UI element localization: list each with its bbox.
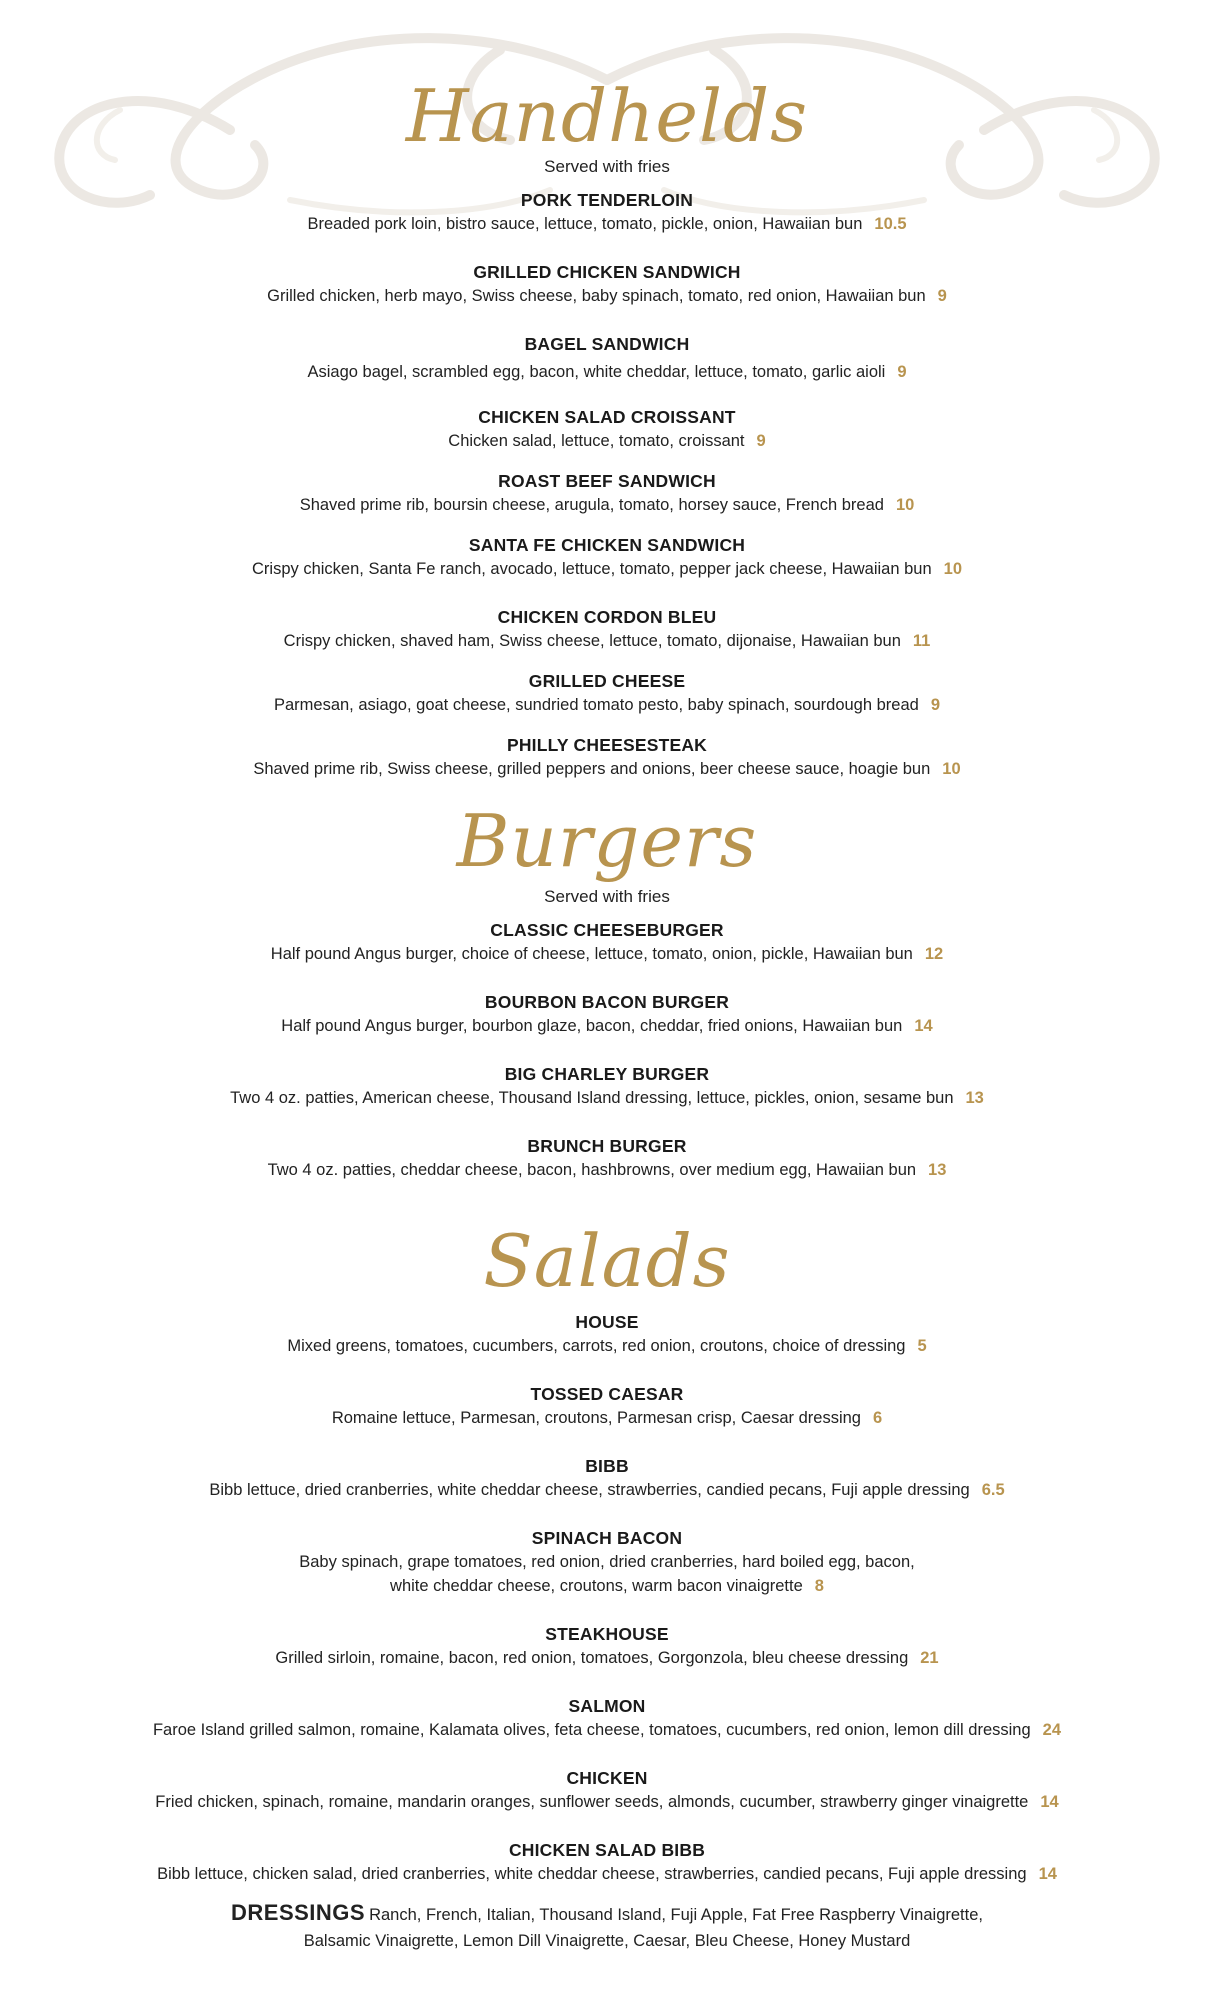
item-name: CHICKEN	[566, 1768, 648, 1788]
item-price: 14	[1040, 1793, 1059, 1811]
menu-item	[0, 332, 1214, 384]
section-subtitle-burgers: Served with fries	[544, 887, 670, 906]
item-name: CLASSIC CHEESEBURGER	[490, 920, 724, 940]
dressings-list-line1: Ranch, French, Italian, Thousand Island, Fuji Apple, Fat Free Raspberry Vinaigrette,	[369, 1906, 983, 1924]
item-description: Shaved prime rib, boursin cheese, arugula, tomato, horsey sauce, French bread	[299, 496, 884, 514]
item-name: HOUSE	[575, 1312, 639, 1332]
menu-item	[0, 1134, 1214, 1182]
item-price: 10	[943, 560, 962, 578]
menu-item	[0, 1622, 1214, 1670]
item-description: Two 4 oz. patties, cheddar cheese, bacon, hashbrowns, over medium egg, Hawaiian bun	[267, 1161, 917, 1179]
menu-item	[0, 918, 1214, 966]
item-description: Half pound Angus burger, bourbon glaze, bacon, cheddar, fried onions, Hawaiian bun	[281, 1017, 903, 1035]
item-price: 24	[1042, 1721, 1062, 1739]
menu-item	[0, 1382, 1214, 1430]
item-name: PORK TENDERLOIN	[520, 190, 694, 210]
item-name: GRILLED CHICKEN SANDWICH	[473, 262, 741, 282]
item-price: 5	[917, 1337, 927, 1355]
item-name: SANTA FE CHICKEN SANDWICH	[468, 535, 746, 555]
item-price: 8	[814, 1577, 824, 1595]
item-price: 10.5	[874, 215, 907, 233]
menu-item	[0, 1454, 1214, 1502]
item-price: 6	[872, 1409, 883, 1427]
menu-item	[0, 1694, 1214, 1742]
item-description: Romaine lettuce, Parmesan, croutons, Parmesan crisp, Caesar dressing	[331, 1409, 861, 1427]
item-description: Parmesan, asiago, goat cheese, sundried tomato pesto, baby spinach, sourdough bread	[273, 696, 919, 714]
item-description: Faroe Island grilled salmon, romaine, Kalamata olives, feta cheese, tomatoes, cucumbers, red onion, lemon dill dressing	[152, 1721, 1031, 1739]
menu-item	[0, 1062, 1214, 1110]
item-description: Grilled sirloin, romaine, bacon, red onion, tomatoes, Gorgonzola, bleu cheese dressing	[275, 1649, 909, 1667]
item-price: 11	[912, 632, 931, 650]
item-name: BAGEL SANDWICH	[524, 334, 690, 354]
item-description: Two 4 oz. patties, American cheese, Thousand Island dressing, lettuce, pickles, onion, sesame bun	[230, 1089, 954, 1107]
item-description: Shaved prime rib, Swiss cheese, grilled peppers and onions, beer cheese sauce, hoagie bun	[253, 760, 931, 778]
item-description: Breaded pork loin, bistro sauce, lettuce, tomato, pickle, onion, Hawaiian bun	[307, 215, 863, 233]
menu-item	[0, 1526, 1214, 1598]
item-description: Asiago bagel, scrambled egg, bacon, white cheddar, lettuce, tomato, garlic aioli	[307, 363, 886, 381]
item-price: 14	[1038, 1865, 1057, 1883]
dressings-block	[0, 1900, 1214, 1954]
item-name: BOURBON BACON BURGER	[484, 992, 730, 1012]
item-description: Bibb lettuce, dried cranberries, white cheddar cheese, strawberries, candied pecans, Fuji apple dressing	[209, 1481, 970, 1499]
item-price: 14	[914, 1017, 933, 1035]
item-description: Half pound Angus burger, choice of cheese, lettuce, tomato, onion, pickle, Hawaiian bun	[270, 945, 913, 963]
item-name: ROAST BEEF SANDWICH	[498, 471, 716, 491]
item-price: 9	[930, 696, 941, 714]
item-description: Bibb lettuce, chicken salad, dried cranberries, white cheddar cheese, strawberries, candied pecans, Fuji apple dressing	[157, 1865, 1027, 1883]
item-name: PHILLY CHEESESTEAK	[506, 735, 708, 755]
item-price: 9	[937, 287, 947, 305]
item-name: BIBB	[585, 1456, 629, 1476]
item-description: Fried chicken, spinach, romaine, mandarin oranges, sunflower seeds, almonds, cucumber, strawberry ginger vinaigrette	[155, 1793, 1029, 1811]
item-description: Grilled chicken, herb mayo, Swiss cheese, baby spinach, tomato, red onion, Hawaiian bun	[267, 287, 926, 305]
item-description: Crispy chicken, Santa Fe ranch, avocado, lettuce, tomato, pepper jack cheese, Hawaiian bun	[252, 560, 932, 578]
menu-item	[0, 260, 1214, 308]
menu-item	[0, 1838, 1214, 1886]
menu-item	[0, 1766, 1214, 1814]
menu-item	[0, 533, 1214, 581]
item-name: CHICKEN SALAD BIBB	[508, 1840, 706, 1860]
menu-item	[0, 1310, 1214, 1358]
item-price: 13	[965, 1089, 984, 1107]
item-description: Mixed greens, tomatoes, cucumbers, carrots, red onion, croutons, choice of dressing	[287, 1337, 906, 1355]
menu-item	[0, 469, 1214, 517]
item-name: BRUNCH BURGER	[527, 1136, 687, 1156]
item-price: 12	[924, 945, 944, 963]
item-description: Crispy chicken, shaved ham, Swiss cheese, lettuce, tomato, dijonaise, Hawaiian bun	[283, 632, 901, 650]
item-price: 9	[756, 432, 766, 450]
item-description: Chicken salad, lettuce, tomato, croissant	[448, 432, 745, 450]
item-price: 13	[928, 1161, 947, 1179]
item-name: TOSSED CAESAR	[530, 1384, 684, 1404]
menu-item	[0, 990, 1214, 1038]
dressings-label: DRESSINGS	[231, 1900, 366, 1925]
item-name: CHICKEN SALAD CROISSANT	[478, 407, 736, 427]
item-price: 10	[895, 496, 915, 514]
item-name: GRILLED CHEESE	[528, 671, 686, 691]
item-name: CHICKEN CORDON BLEU	[497, 607, 717, 627]
item-description: Baby spinach, grape tomatoes, red onion, dried cranberries, hard boiled egg, bacon,	[299, 1553, 915, 1571]
item-price: 10	[942, 760, 961, 778]
item-price: 6.5	[981, 1481, 1005, 1499]
menu-item	[0, 188, 1214, 236]
item-name: SPINACH BACON	[531, 1528, 683, 1548]
section-title-handhelds: Handhelds	[405, 74, 809, 158]
item-name: SALMON	[568, 1696, 646, 1716]
item-price: 9	[897, 363, 907, 381]
section-subtitle-handhelds: Served with fries	[544, 157, 670, 176]
item-price: 21	[920, 1649, 939, 1667]
menu-item	[0, 405, 1214, 453]
menu-item	[0, 605, 1214, 653]
menu-item	[0, 733, 1214, 781]
item-name: STEAKHOUSE	[545, 1624, 669, 1644]
section-title-burgers: Burgers	[456, 799, 758, 883]
section-title-salads: Salads	[483, 1219, 731, 1303]
dressings-list-line2: Balsamic Vinaigrette, Lemon Dill Vinaigrette, Caesar, Bleu Cheese, Honey Mustard	[303, 1932, 911, 1950]
item-description-line2: white cheddar cheese, croutons, warm bacon vinaigrette	[390, 1577, 803, 1595]
menu-item	[0, 669, 1214, 717]
item-name: BIG CHARLEY BURGER	[504, 1064, 710, 1084]
